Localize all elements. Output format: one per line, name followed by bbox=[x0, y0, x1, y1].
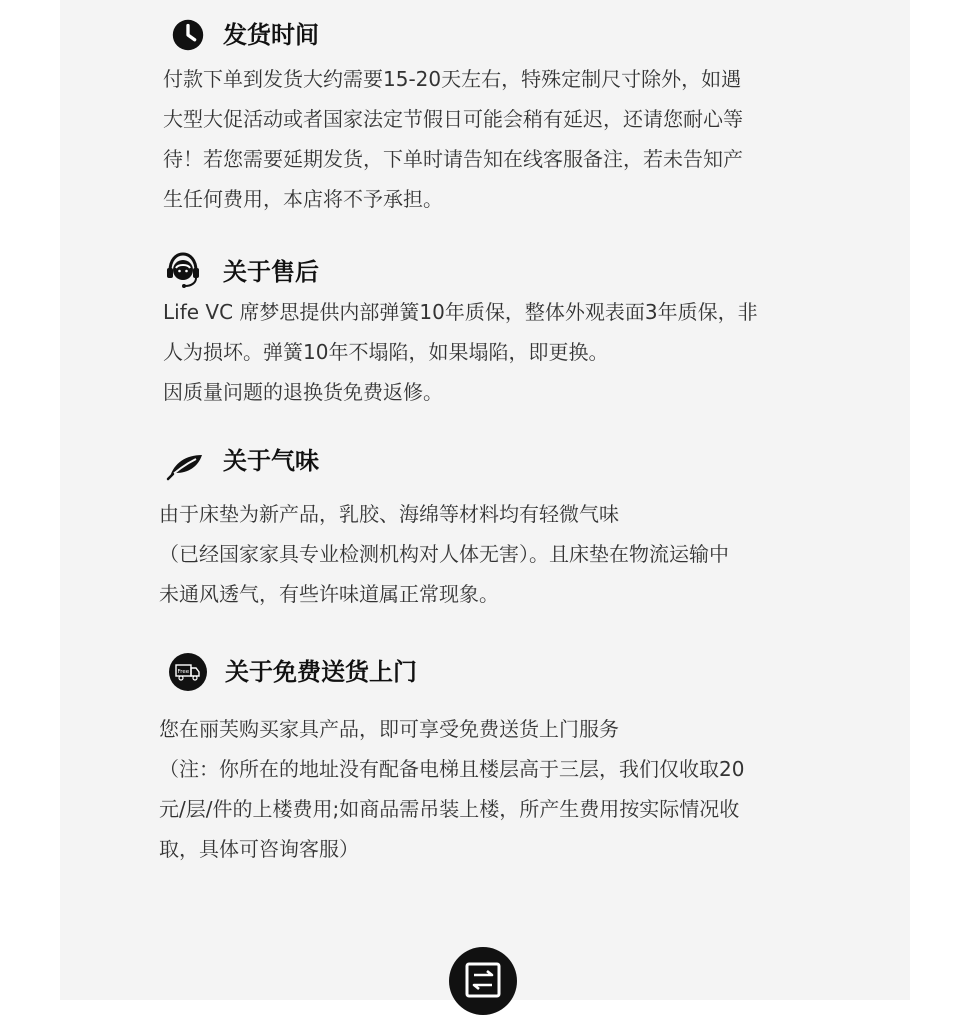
customer-service-headset-icon bbox=[163, 250, 203, 290]
section-body bbox=[163, 292, 758, 412]
policy-panel bbox=[60, 0, 910, 1000]
body-line: 您在丽芙购买家具产品，即可享受免费送货上门服务 bbox=[159, 717, 619, 741]
section-body bbox=[163, 59, 743, 219]
body-line: 大型大促活动或者国家法定节假日可能会稍有延迟，还请您耐心等 bbox=[163, 107, 743, 131]
body-line: 因质量问题的退换货免费返修。 bbox=[163, 380, 443, 404]
body-line: 取，具体可咨询客服） bbox=[159, 837, 359, 861]
body-line: 由于床垫为新产品，乳胶、海绵等材料均有轻微气味 bbox=[159, 502, 619, 526]
body-line: 元/层/件的上楼费用;如商品需吊装上楼，所产生费用按实际情况收 bbox=[159, 797, 740, 821]
body-line: 付款下单到发货大约需要15-20天左右，特殊定制尺寸除外，如遇 bbox=[163, 67, 742, 91]
free-delivery-truck-icon bbox=[168, 652, 208, 692]
body-line: Life VC 席梦思提供内部弹簧10年质保，整体外观表面3年质保，非 bbox=[163, 300, 758, 324]
body-line: 生任何费用，本店将不予承担。 bbox=[163, 187, 443, 211]
clock-icon bbox=[169, 16, 207, 54]
free-label: Free bbox=[177, 669, 190, 675]
section-title: 关于免费送货上门 bbox=[225, 658, 417, 686]
section-title: 关于气味 bbox=[223, 447, 319, 475]
leaf-icon bbox=[164, 443, 204, 483]
body-line: 人为损坏。弹簧10年不塌陷，如果塌陷，即更换。 bbox=[163, 340, 609, 364]
exchange-button[interactable] bbox=[449, 947, 517, 1015]
body-line: （注：你所在的地址没有配备电梯且楼层高于三层，我们仅收取20 bbox=[159, 757, 745, 781]
body-line: 未通风透气，有些许味道属正常现象。 bbox=[159, 582, 499, 606]
section-title: 关于售后 bbox=[223, 258, 319, 286]
section-body bbox=[159, 709, 744, 869]
exchange-document-icon bbox=[465, 962, 501, 998]
body-line: （已经国家家具专业检测机构对人体无害）。且床垫在物流运输中 bbox=[159, 542, 729, 566]
body-line: 待！若您需要延期发货，下单时请告知在线客服备注，若未告知产 bbox=[163, 147, 743, 171]
section-title: 发货时间 bbox=[223, 21, 319, 49]
section-body bbox=[159, 494, 729, 614]
